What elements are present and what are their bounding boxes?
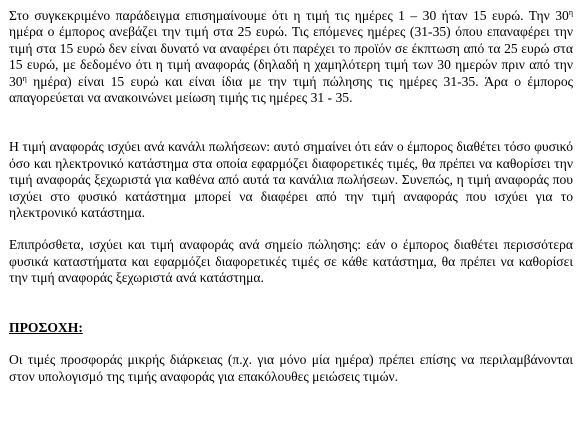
attention-heading-colon: : [78,319,83,335]
ordinal-superscript: η [22,73,27,83]
attention-heading-text: ΠΡΟΣΟΧΗ [9,319,79,335]
paragraph-example-text-b: ημέρα ο έμπορος ανεβάζει την τιμή στα 25 ευρώ. Τις επόμενες ημέρες (31-35) όπου επαναφέρει την τιμή στα 15 ευρώ δεν είναι δυνατό να αναφέρει ότι παρέχει το προϊόν σε έκπτωση από τα 25 ευρώ στα 15 ευρώ, με δεδομένο ότι η τιμή αναφοράς (δηλαδή η χαμηλότερη τιμή των 30 ημερών πριν από την 30 [9,24,573,89]
paragraph-short-offers: Οι τιμές προσφοράς μικρής διάρκειας (π.χ. για μόνο μία ημέρα) πρέπει επίσης να περιλαμβάνονται στον υπολογισμό της τιμής αναφοράς για επακόλουθες μειώσεις τιμών. [9,352,573,384]
attention-heading [9,320,573,336]
paragraph-sales-channel: Η τιμή αναφοράς ισχύει ανά κανάλι πωλήσεων: αυτό σημαίνει ότι εάν ο έμπορος διαθέτει τόσο φυσικό όσο και ηλεκτρονικό κατάστημα στα οποία εφαρμόζει διαφορετικές τιμές, θα πρέπει να καθορίσει την τιμή αναφοράς ξεχωριστά για καθένα από αυτά τα κανάλια πωλήσεων. Συνεπώς, η τιμή αναφοράς που ισχύει στο φυσικό κατάστημα μπορεί να διαφέρει από την τιμή αναφοράς που ισχύει για το ηλεκτρονικό κατάστημα. [9,139,573,221]
paragraph-example-text-a: Στο συγκεκριμένο παράδειγμα επισημαίνουμε ότι η τιμή τις ημέρες 1 – 30 ήταν 15 ευρώ. Την 30 [9,8,569,23]
paragraph-example [9,8,573,106]
paragraph-spacer [9,287,573,320]
paragraph-spacer [9,336,573,352]
paragraph-spacer [9,221,573,237]
paragraph-spacer [9,106,573,139]
ordinal-superscript: η [568,8,573,17]
paragraph-point-of-sale: Επιπρόσθετα, ισχύει και τιμή αναφοράς ανά σημείο πώλησης: εάν ο έμπορος διαθέτει περισσότερα φυσικά καταστήματα και εφαρμόζει διαφορετικές τιμές σε κάθε κατάστημα, θα πρέπει να καθορίσει την τιμή αναφοράς ξεχωριστά ανά κατάστημα. [9,237,573,286]
paragraph-example-text-c: ημέρα) είναι 15 ευρώ και είναι ίδια με την τιμή πώλησης τις ημέρες 31-35. Άρα ο έμπορος απαγορεύεται να ανακοινώνει μείωση τιμής τις ημέρες 31 - 35. [9,73,573,106]
